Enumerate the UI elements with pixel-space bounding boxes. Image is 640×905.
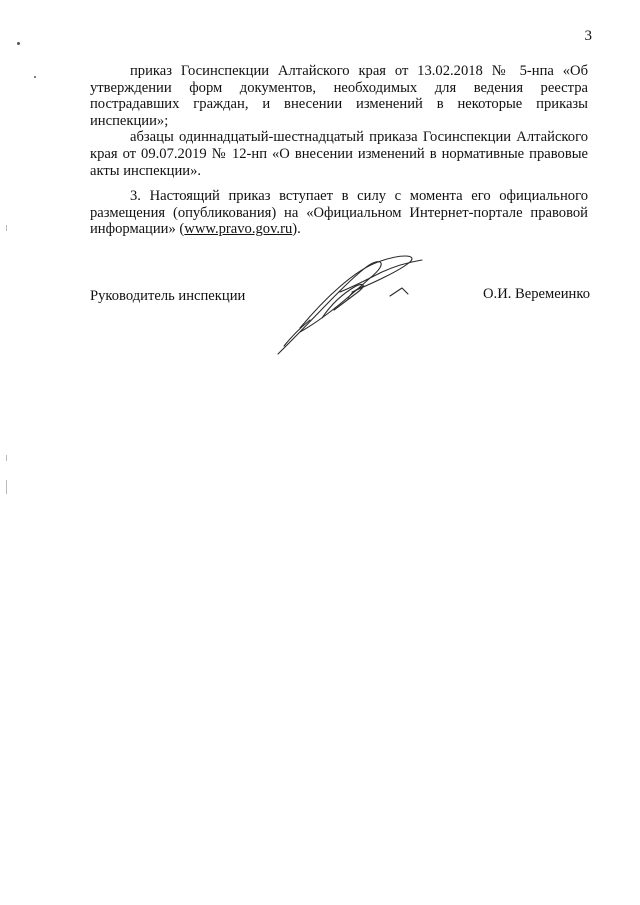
scan-speck [34, 76, 36, 78]
scan-speck [17, 42, 20, 45]
paragraph-text: 3. Настоящий приказ вступает в силу с момента его официального размещения (опубликования) на «Официальном Интернет-портале правовой информации» ( [90, 188, 588, 238]
signer-position-title: Руководитель инспекции [90, 288, 246, 304]
signer-name: О.И. Веремеинко [483, 286, 590, 302]
scan-mark [6, 455, 7, 461]
paragraph-order-2019 [90, 129, 588, 179]
paragraph-text-end: ). [292, 221, 301, 238]
handwritten-signature [270, 248, 440, 358]
scan-mark [6, 225, 7, 231]
scan-mark [6, 480, 7, 494]
page-number: 3 [584, 28, 592, 44]
document-body [90, 63, 588, 238]
paragraph-order-2018 [90, 63, 588, 129]
pravo-link[interactable]: www.pravo.gov.ru [184, 221, 293, 238]
paragraph-text: приказ Госинспекции Алтайского края от 13.02.2018 № 5-нпа «Об утверждении форм документов, необходимых для ведения реестра пострадавших граждан, и внесении изменений в некоторые приказы инспекции»; [90, 63, 588, 129]
paragraph-effective-date [90, 188, 588, 238]
paragraph-text: абзацы одиннадцатый-шестнадцатый приказа Госинспекции Алтайского края от 09.07.2019 № 12-нп «О внесении изменений в нормативные правовые акты инспекции». [90, 129, 588, 179]
